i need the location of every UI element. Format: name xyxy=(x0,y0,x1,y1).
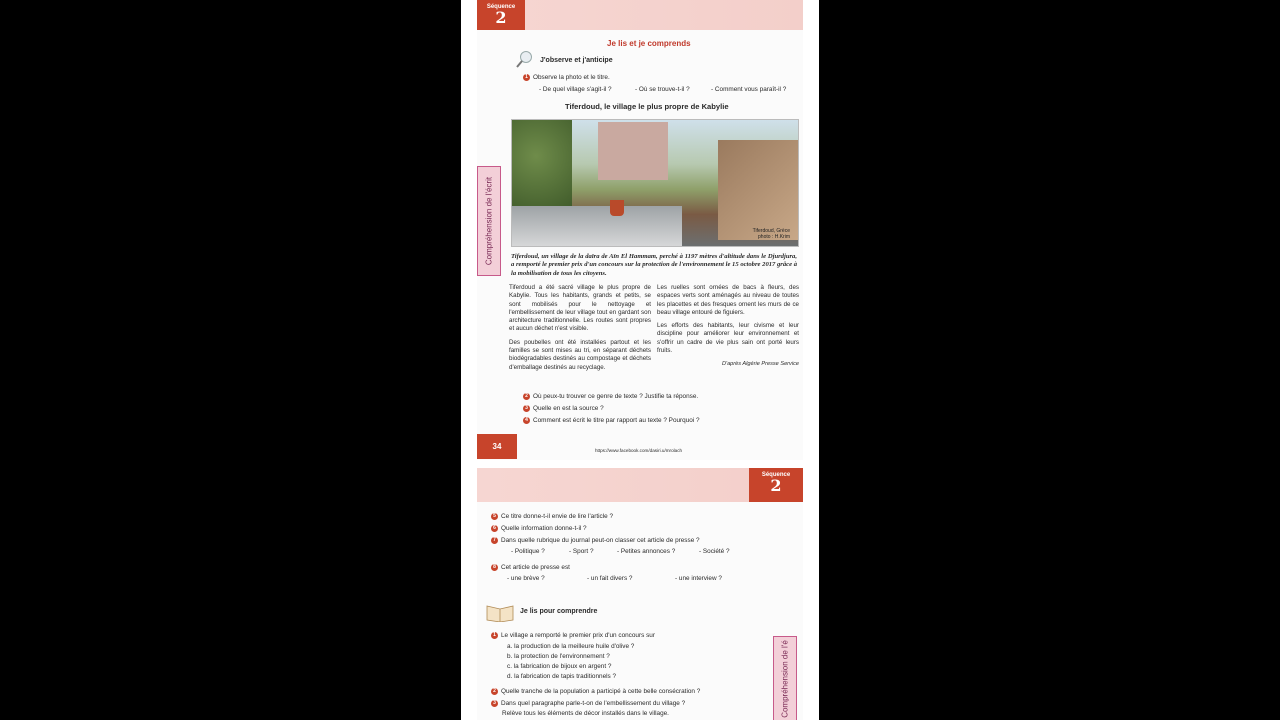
article-title: Tiferdoud, le village le plus propre de Kabylie xyxy=(565,102,729,111)
question-4: 4 Comment est écrit le titre par rapport au texte ? Pourquoi ? xyxy=(523,417,700,425)
comprehension-question-2: 2 Quelle tranche de la population a participé à cette belle consécration ? xyxy=(491,688,700,696)
photo-caption-credit: photo : H.Krim xyxy=(758,234,790,240)
comprehension-question-1-text: Le village a remporté le premier prix d'un concours sur xyxy=(501,632,655,640)
photo-caption xyxy=(753,228,790,240)
paragraph: Tiferdoud a été sacré village le plus propre de Kabylie. Tous les habitants, grands et petits, se sont mobilisés pour le nettoyage et l'embellissement de leur village tout en gardant son architecture traditionnelle. Les routes sont propres et aucun déchet n'est visible. xyxy=(509,284,651,333)
sequence-number: 2 xyxy=(495,8,507,27)
tree-shape xyxy=(512,120,572,210)
paragraph: Les efforts des habitants, leur civisme et leur discipline pour améliorer leur environnement et s'offrir un cadre de vie plus sain ont porté leurs fruits. xyxy=(657,322,799,355)
question-8-option-c: - une interview ? xyxy=(675,575,722,582)
comprehension-question-1: 1 Le village a remporté le premier prix d'un concours sur xyxy=(491,632,655,640)
question-7-option-b: - Sport ? xyxy=(569,548,594,555)
sequence-badge xyxy=(477,0,525,30)
side-tab-label: Compréhension de l'é xyxy=(780,640,790,718)
question-3: 3 Quelle en est la source ? xyxy=(523,405,604,413)
village-photo xyxy=(511,119,799,247)
question-8-text: Cet article de presse est xyxy=(501,564,570,572)
question-6-text: Quelle information donne-t-il ? xyxy=(501,525,587,533)
question-1-option-c: - Comment vous paraît-il ? xyxy=(711,86,787,93)
document-sheet xyxy=(461,0,819,720)
question-7: 7 Dans quelle rubrique du journal peut-on classer cet article de presse ? xyxy=(491,537,700,545)
article-lead: Tiferdoud, un village de la daïra de Aïn El Hammam, perché à 1197 mètres d'altitude dans le Djurdjura, a remporté le premier prix d'un concours sur la protection de l'environnement le 15 octobre 2017 grâce à la mobilisation de tous les citoyens. xyxy=(511,253,797,277)
answer-option-a: a. la production de la meilleure huile d'olive ? xyxy=(507,643,635,650)
question-5-text: Ce titre donne-t-il envie de lire l'article ? xyxy=(501,513,614,521)
comprehension-question-3-text: Dans quel paragraphe parle-t-on de l'embellissement du village ? xyxy=(501,700,686,708)
footer-url: https://www.facebook.com/dasiri.u/mrolach xyxy=(595,448,683,453)
house-shape xyxy=(598,122,668,180)
paragraph: Les ruelles sont ornées de bacs à fleurs, des espaces verts sont aménagés au niveau de toutes les placettes et des fresques ornent les murs de ce beau village entouré de figuiers. xyxy=(657,284,799,316)
textbook-page-35 xyxy=(477,468,803,720)
question-8-option-a: - une brève ? xyxy=(507,575,545,582)
comprehension-question-3-instruction: Relève tous les éléments de décor installés dans le village. xyxy=(502,710,669,717)
question-8-option-b: - un fait divers ? xyxy=(587,575,633,582)
header-band xyxy=(477,0,803,30)
question-3-text: Quelle en est la source ? xyxy=(533,405,604,413)
question-7-option-a: - Politique ? xyxy=(511,548,545,555)
sequence-badge xyxy=(749,468,803,502)
side-tab-comprehension xyxy=(477,166,501,276)
textbook-page-34 xyxy=(477,0,803,460)
flower-pot-shape xyxy=(610,200,624,216)
comprehension-question-3: 3 Dans quel paragraphe parle-t-on de l'embellissement du village ? xyxy=(491,700,685,708)
question-5: 5 Ce titre donne-t-il envie de lire l'article ? xyxy=(491,513,613,521)
question-7-option-c: - Petites annonces ? xyxy=(617,548,676,555)
article-column-1 xyxy=(509,284,651,377)
answer-option-c: c. la fabrication de bijoux en argent ? xyxy=(507,663,612,670)
stone-wall-shape xyxy=(718,140,798,240)
photo-caption-place: Tiferdoud, Grèce xyxy=(752,228,790,234)
subsection-title: Je lis pour comprendre xyxy=(520,608,598,615)
question-1-text: Observe la photo et le titre. xyxy=(533,74,610,82)
sequence-label: Séquence xyxy=(761,472,791,478)
question-1: 1 Observe la photo et le titre. xyxy=(523,74,610,82)
magnifier-icon xyxy=(515,50,535,68)
question-6: 6 Quelle information donne-t-il ? xyxy=(491,525,587,533)
answer-option-d: d. la fabrication de tapis traditionnels ? xyxy=(507,673,617,680)
question-7-option-d: - Société ? xyxy=(699,548,730,555)
comprehension-question-2-text: Quelle tranche de la population a participé à cette belle consécration ? xyxy=(501,688,701,696)
open-book-icon xyxy=(485,602,515,622)
road-shape xyxy=(512,206,682,246)
paragraph: Des poubelles ont été installées partout et les familles se sont mises au tri, en séparant déchets biodégradables destinés au compostage et déchets d'emballage destinés au recyclage. xyxy=(509,338,651,371)
side-tab-comprehension xyxy=(773,636,797,720)
subsection-title: J'observe et j'anticipe xyxy=(540,57,613,64)
section-title: Je lis et je comprends xyxy=(607,39,691,48)
page-number: 34 xyxy=(477,434,517,459)
article-source: D'après Algérie Presse Service xyxy=(721,361,799,368)
side-tab-label: Compréhension de l'écrit xyxy=(484,176,494,266)
question-2-text: Où peux-tu trouver ce genre de texte ? Justifie ta réponse. xyxy=(533,393,699,401)
question-2: 2 Où peux-tu trouver ce genre de texte ? Justifie ta réponse. xyxy=(523,393,698,401)
question-4-text: Comment est écrit le titre par rapport au texte ? Pourquoi ? xyxy=(533,417,700,425)
sequence-number: 2 xyxy=(770,476,782,495)
question-7-text: Dans quelle rubrique du journal peut-on classer cet article de presse ? xyxy=(501,537,700,545)
question-1-option-a: - De quel village s'agit-il ? xyxy=(539,86,612,93)
answer-option-b: b. la protection de l'environnement ? xyxy=(507,653,610,660)
question-8: 8 Cet article de presse est xyxy=(491,564,570,572)
article-column-2 xyxy=(657,284,799,374)
question-1-option-b: - Où se trouve-t-il ? xyxy=(635,86,690,93)
sequence-label: Séquence xyxy=(486,4,516,10)
